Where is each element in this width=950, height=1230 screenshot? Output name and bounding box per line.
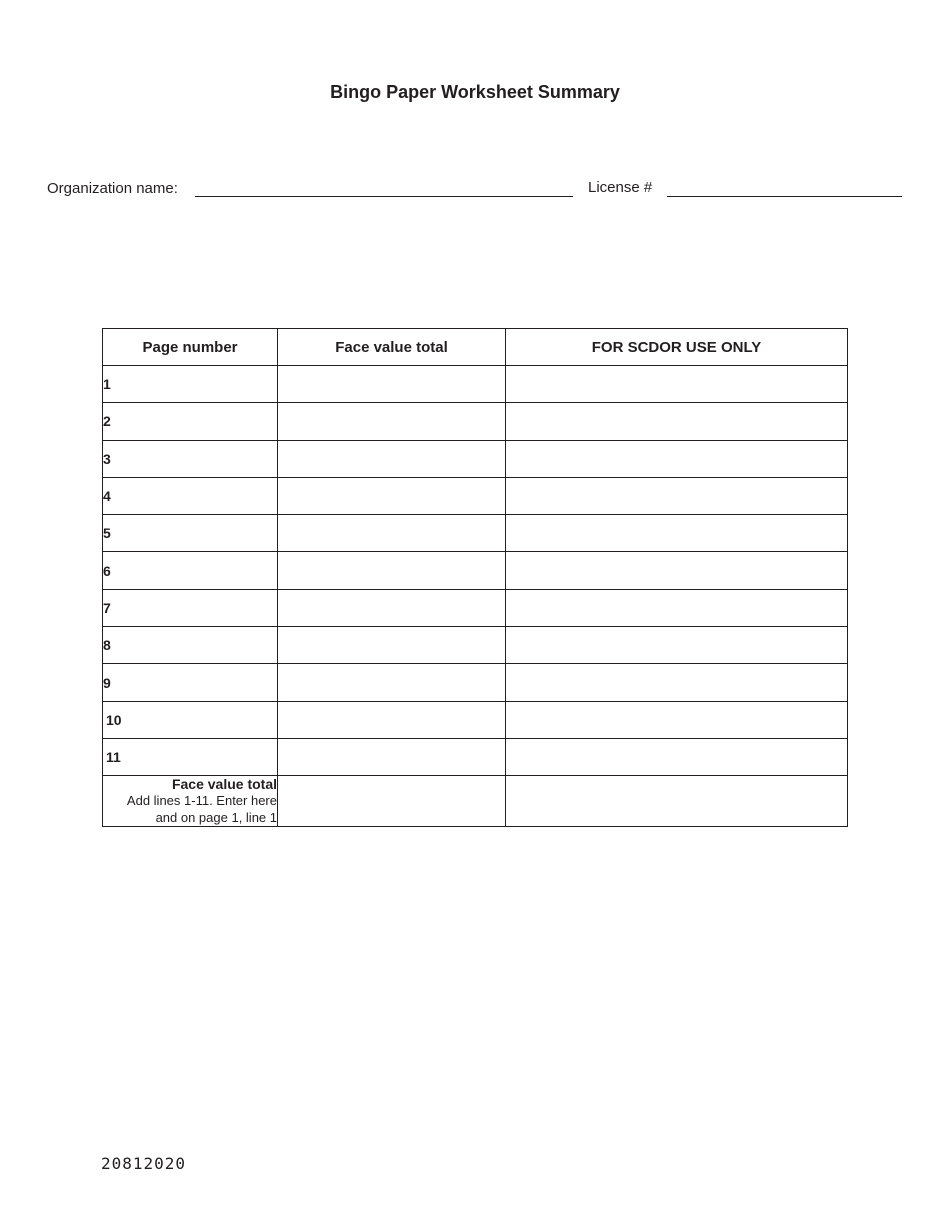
page-number-cell: 2 [103,403,278,440]
total-row [103,776,848,827]
table-row [103,477,848,514]
page-number-header: Page number [103,329,278,366]
face-value-cell[interactable] [278,477,506,514]
worksheet-summary-table [102,328,848,827]
face-value-cell[interactable] [278,366,506,403]
table-row [103,440,848,477]
face-value-total-cell[interactable] [278,776,506,827]
scdor-use-cell [506,440,848,477]
scdor-use-cell [506,589,848,626]
page-number-cell: 3 [103,440,278,477]
table-row [103,701,848,738]
page-number-cell: 1 [103,366,278,403]
table-row [103,552,848,589]
face-value-cell[interactable] [278,589,506,626]
organization-name-label: Organization name: [47,180,178,197]
scdor-use-cell [506,552,848,589]
scdor-use-cell [506,366,848,403]
face-value-cell[interactable] [278,440,506,477]
scdor-use-cell [506,738,848,775]
face-value-cell[interactable] [278,515,506,552]
total-instruction-line-1: Add lines 1-11. Enter here [126,793,277,809]
form-code: 20812020 [101,1154,187,1173]
face-value-cell[interactable] [278,738,506,775]
scdor-use-cell [506,403,848,440]
table-header-row [103,329,848,366]
face-value-total-header: Face value total [278,329,506,366]
total-instruction-line-2: and on page 1, line 1 [155,810,277,826]
table-row [103,664,848,701]
scdor-use-cell [506,515,848,552]
license-number-field[interactable] [667,196,902,197]
face-value-cell[interactable] [278,552,506,589]
table-row [103,366,848,403]
page-number-cell: 11 [103,738,278,775]
page-number-cell: 4 [103,477,278,514]
form-title: Bingo Paper Worksheet Summary [330,82,620,102]
face-value-cell[interactable] [278,664,506,701]
page-number-cell: 9 [103,664,278,701]
page-number-cell: 6 [103,552,278,589]
scdor-use-only-header: FOR SCDOR USE ONLY [506,329,848,366]
page-number-cell: 5 [103,515,278,552]
table-row [103,515,848,552]
scdor-use-cell [506,477,848,514]
license-label: License # [588,179,653,196]
table-row [103,627,848,664]
scdor-use-cell [506,701,848,738]
face-value-total-label [103,776,278,827]
table-row [103,738,848,775]
face-value-cell[interactable] [278,627,506,664]
page-number-cell: 8 [103,627,278,664]
scdor-use-cell [506,627,848,664]
scdor-use-cell [506,664,848,701]
face-value-cell[interactable] [278,403,506,440]
organization-name-field[interactable] [195,196,573,197]
page-number-cell: 7 [103,589,278,626]
table-row [103,403,848,440]
total-title: Face value total [171,776,277,793]
face-value-cell[interactable] [278,701,506,738]
table-row [103,589,848,626]
page-number-cell: 10 [103,701,278,738]
scdor-use-total-cell [506,776,848,827]
